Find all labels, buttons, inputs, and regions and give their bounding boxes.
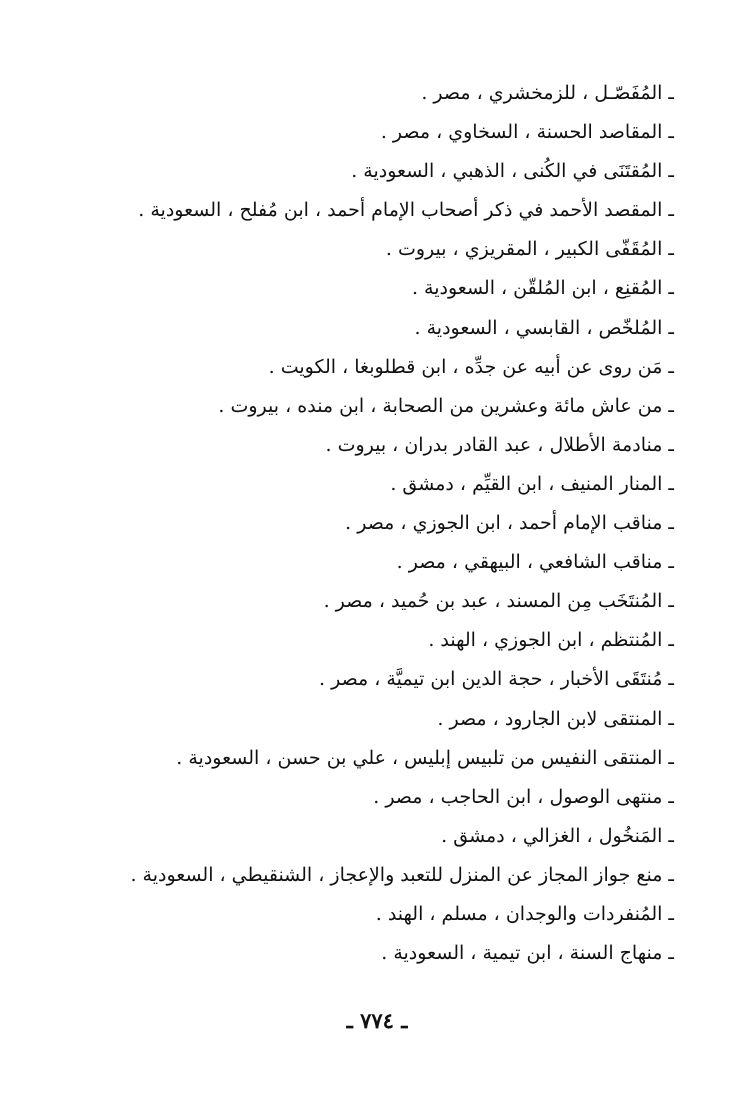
bibliography-entry: ـ المقاصد الحسنة ، السخاوي ، مصر . bbox=[380, 121, 674, 144]
bibliography-entry: ـ مناقب الإمام أحمد ، ابن الجوزي ، مصر . bbox=[345, 512, 674, 535]
bibliography-entry: ـ المُنفردات والوجدان ، مسلم ، الهند . bbox=[375, 902, 674, 925]
bibliography-entry: ـ مناقب الشافعي ، البيهقي ، مصر . bbox=[396, 551, 674, 574]
bibliography-entry: ـ منع جواز المجاز عن المنزل للتعبد والإعجاز ، الشنقيطي ، السعودية . bbox=[130, 863, 674, 886]
bibliography-list bbox=[114, 74, 674, 973]
bibliography-entry: ـ المُنتَخَب مِن المسند ، عبد بن حُميد ، مصر . bbox=[323, 590, 674, 613]
bibliography-entry: ـ المُقَفّى الكبير ، المقريزي ، بيروت . bbox=[385, 238, 674, 261]
bibliography-entry: ـ مُنتَقَى الأخبار ، حجة الدين ابن تيميَّة ، مصر . bbox=[319, 668, 674, 691]
bibliography-entry: ـ المُقتَنَى في الكُنى ، الذهبي ، السعودية . bbox=[351, 160, 674, 183]
bibliography-entry: ـ المُنتظم ، ابن الجوزي ، الهند . bbox=[428, 629, 674, 652]
bibliography-entry: ـ المنتقى النفيس من تلبيس إبليس ، علي بن حسن ، السعودية . bbox=[176, 746, 674, 769]
bibliography-entry: ـ المقصد الأحمد في ذكر أصحاب الإمام أحمد ، ابن مُفلح ، السعودية . bbox=[138, 199, 674, 222]
bibliography-entry: ـ المَنخُول ، الغزالي ، دمشق . bbox=[441, 824, 674, 847]
bibliography-entry: ـ من عاش مائة وعشرين من الصحابة ، ابن منده ، بيروت . bbox=[218, 394, 674, 417]
page-number: ـ ٧٧٤ ـ bbox=[346, 1008, 408, 1033]
bibliography-entry: ـ المُفَصّـل ، للزمخشري ، مصر . bbox=[421, 82, 674, 104]
bibliography-entry: ـ المُلخّص ، القابسي ، السعودية . bbox=[414, 316, 674, 339]
bibliography-entry: ـ المُقنِع ، ابن المُلقّن ، السعودية . bbox=[411, 277, 674, 300]
bibliography-entry: ـ منهاج السنة ، ابن تيمية ، السعودية . bbox=[381, 942, 674, 965]
bibliography-entry: ـ المنار المنيف ، ابن القيِّم ، دمشق . bbox=[390, 472, 674, 495]
bibliography-entry: ـ المنتقى لابن الجارود ، مصر . bbox=[437, 707, 674, 730]
bibliography-entry: ـ مَن روى عن أبيه عن جدِّه ، ابن قطلوبغا ، الكويت . bbox=[268, 355, 674, 378]
bibliography-entry: ـ منادمة الأطلال ، عبد القادر بدران ، بيروت . bbox=[325, 433, 674, 456]
bibliography-entry: ـ منتهى الوصول ، ابن الحاجب ، مصر . bbox=[373, 785, 674, 808]
